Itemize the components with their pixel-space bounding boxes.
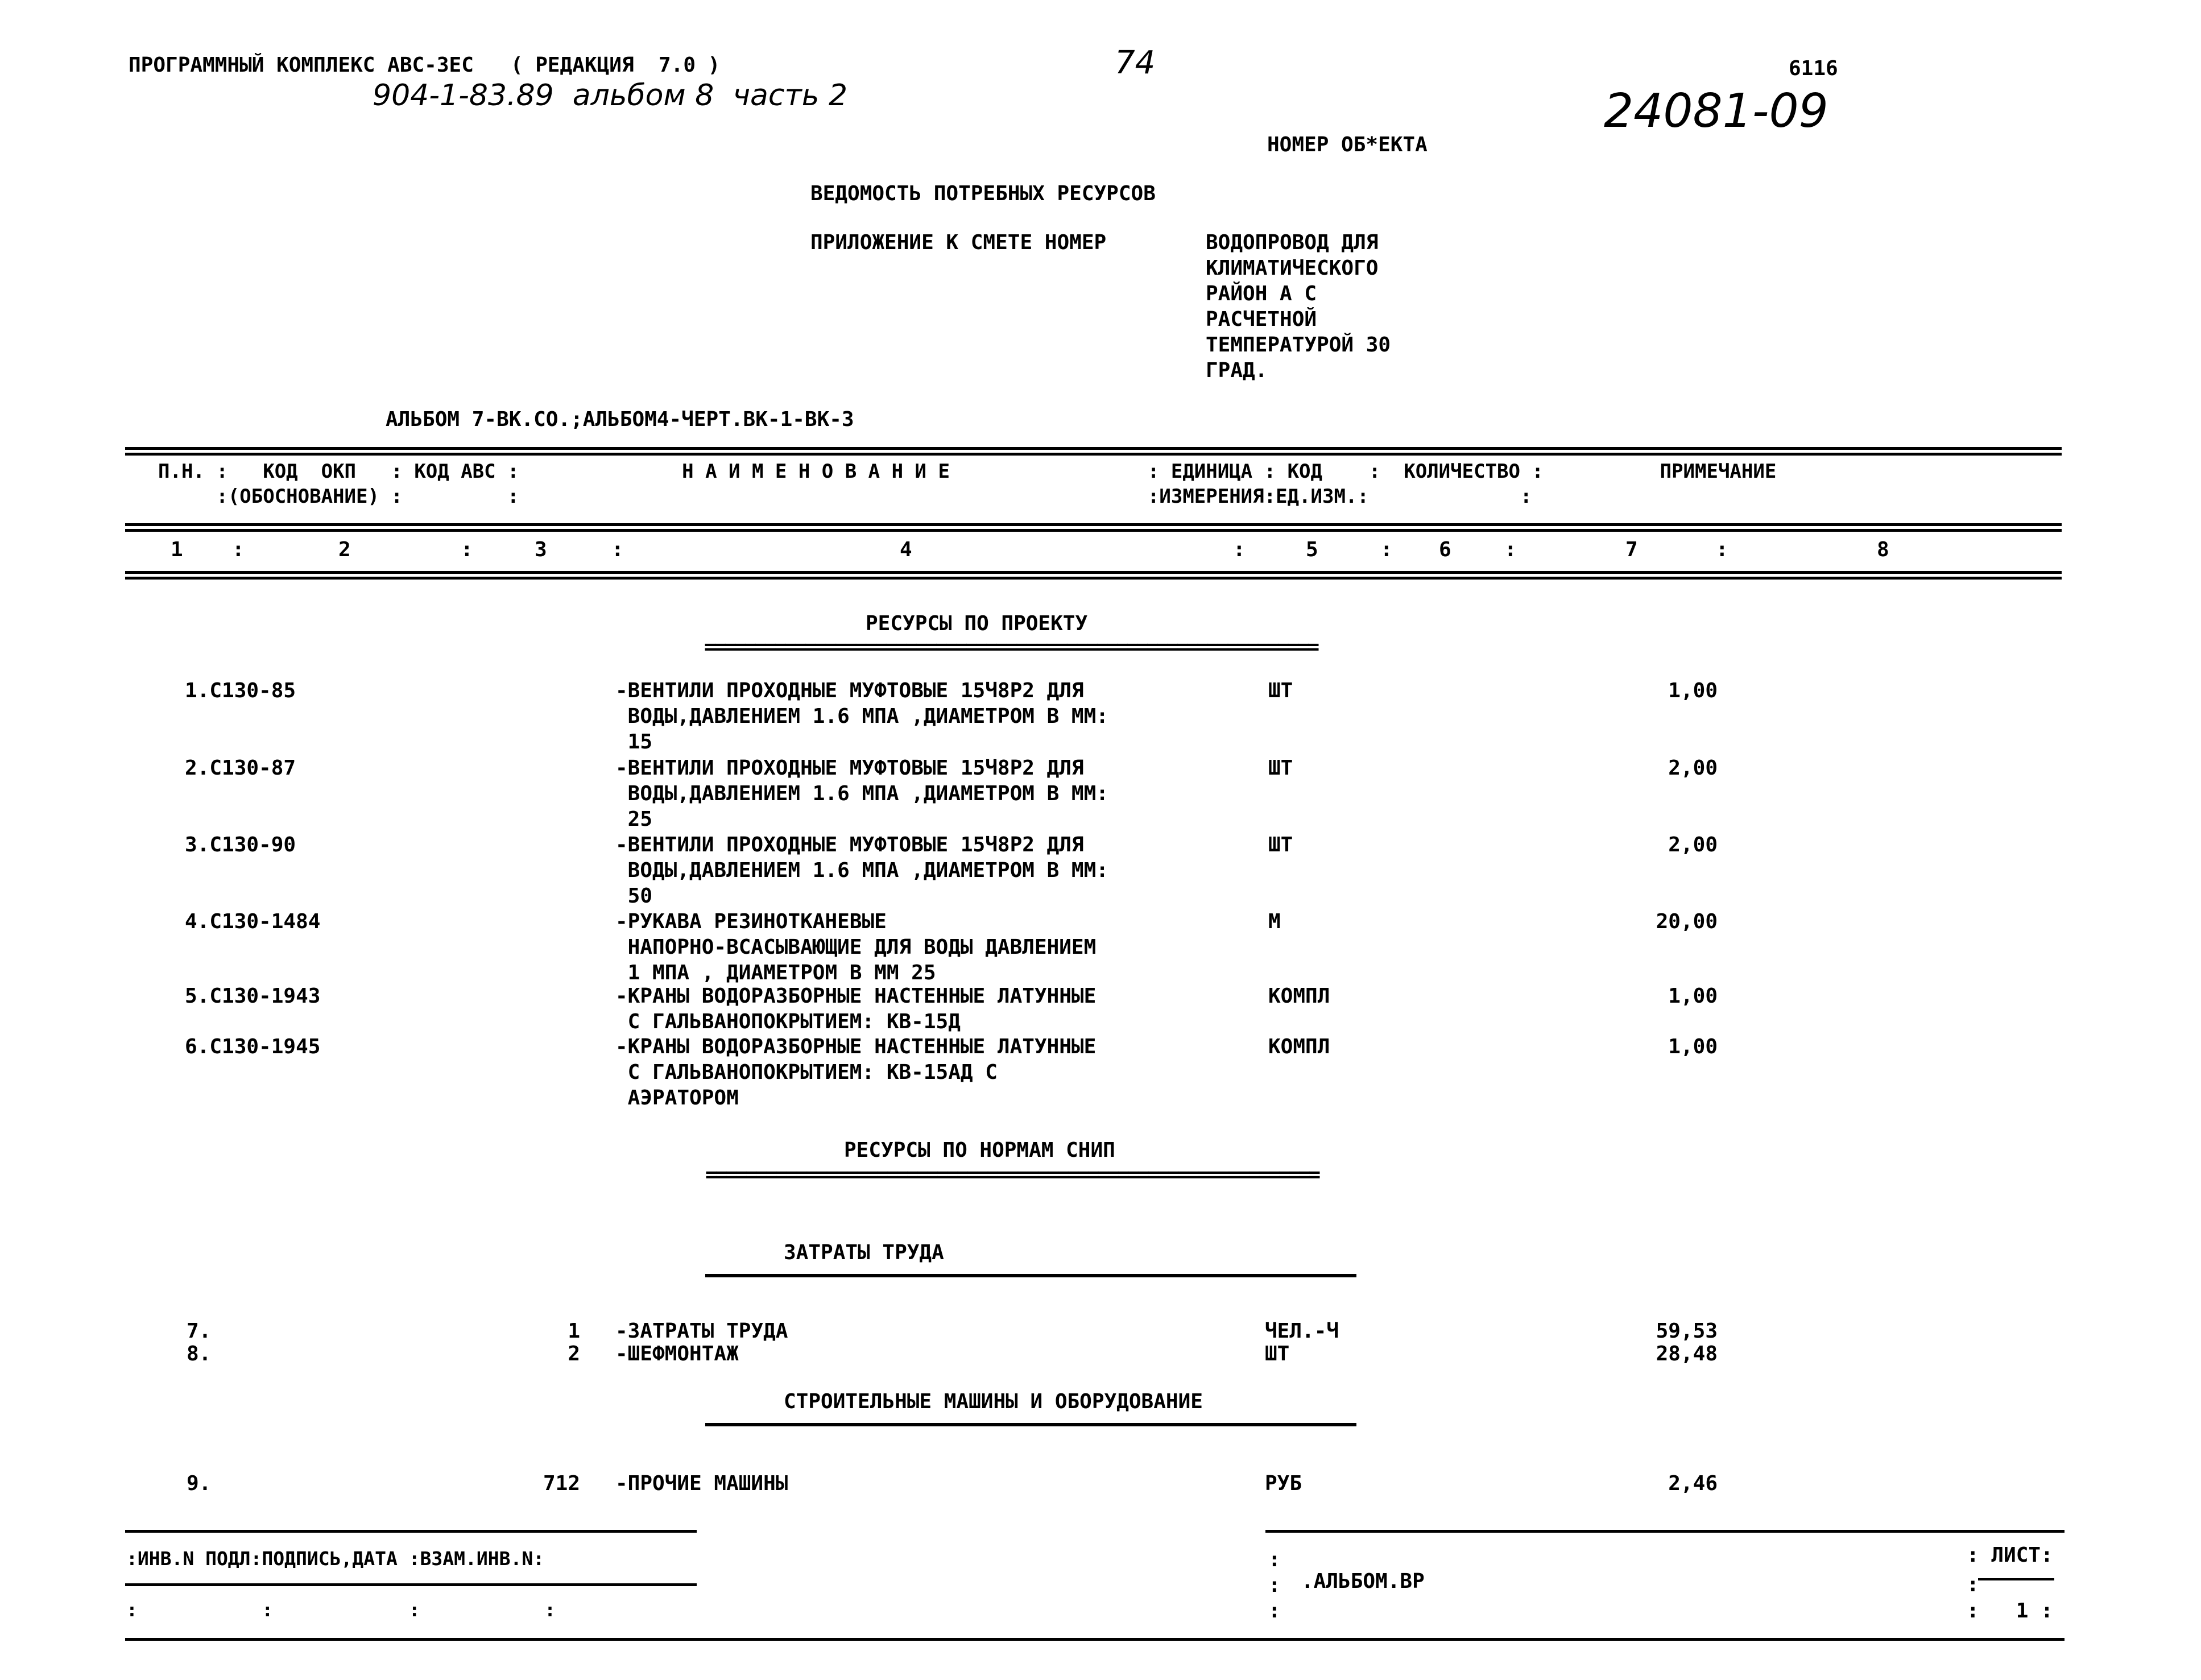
- labor-number: 8.: [187, 1342, 212, 1365]
- col-separator: :: [1380, 538, 1393, 561]
- resource-name-line: 1 МПА , ДИАМЕТРОМ В ММ 25: [615, 961, 936, 984]
- album-label: .АЛЬБОМ.ВР: [1301, 1570, 1425, 1593]
- page-bottom-rule: [125, 1638, 2065, 1641]
- col-number: 6: [1439, 538, 1451, 561]
- resource-name-line: -ВЕНТИЛИ ПРОХОДНЫЕ МУФТОВЫЕ 15Ч8Р2 ДЛЯ: [615, 679, 1084, 702]
- col-separator: :: [232, 538, 245, 561]
- resource-name-line: 25: [615, 808, 653, 831]
- labor-code: 2: [568, 1342, 580, 1365]
- resource-quantity: 20,00: [1656, 910, 1718, 933]
- resource-code: 5.С130-1943: [185, 984, 321, 1008]
- resource-name-line: АЭРАТОРОМ: [615, 1086, 739, 1110]
- machine-number: 9.: [187, 1472, 212, 1495]
- resource-quantity: 1,00: [1668, 679, 1718, 702]
- col-separator: :: [1504, 538, 1517, 561]
- program-title: ПРОГРАММНЫЙ КОМПЛЕКС АВС-3ЕС ( РЕДАКЦИЯ 7.0 ): [129, 53, 721, 77]
- sheet-label: : ЛИСТ:: [1967, 1544, 2053, 1567]
- object-number-label: НОМЕР ОБ*ЕКТА: [1267, 133, 1428, 156]
- table-header-row1: П.Н. : КОД ОКП : КОД АВС : Н А И М Е Н О В А Н И Е : ЕДИНИЦА : КОД : КОЛИЧЕСТВО : ПРИМЕЧАНИЕ: [158, 460, 1777, 483]
- sheet-separator: :: [1268, 1574, 1281, 1597]
- col-number: 2: [338, 538, 351, 561]
- section-title-labor: ЗАТРАТЫ ТРУДА: [784, 1241, 944, 1264]
- table-header-row2: :(ОБОСНОВАНИЕ) : : :ИЗМЕРЕНИЯ:ЕД.ИЗМ.: :: [158, 485, 1532, 508]
- labor-number: 7.: [187, 1319, 212, 1343]
- resource-unit: ШТ: [1268, 833, 1293, 856]
- resource-name-line: С ГАЛЬВАНОПОКРЫТИЕМ: КВ-15Д: [615, 1010, 961, 1033]
- machine-code: 712: [543, 1472, 580, 1495]
- document-title: ВЕДОМОСТЬ ПОТРЕБНЫХ РЕСУРСОВ: [810, 182, 1156, 205]
- resource-unit: КОМПЛ: [1268, 1035, 1330, 1058]
- resource-code: 6.С130-1945: [185, 1035, 321, 1058]
- section-underline: =============================================================: [704, 635, 1318, 659]
- col-number: 1: [171, 538, 183, 561]
- section-title-project: РЕСУРСЫ ПО ПРОЕКТУ: [866, 612, 1088, 635]
- labor-underline: [705, 1274, 1356, 1277]
- machine-name: -ПРОЧИЕ МАШИНЫ: [615, 1472, 788, 1495]
- col-number: 8: [1877, 538, 1889, 561]
- resource-name-line: ВОДЫ,ДАВЛЕНИЕМ 1.6 МПА ,ДИАМЕТРОМ В ММ:: [615, 705, 1108, 728]
- resource-code: 4.С130-1484: [185, 910, 321, 933]
- section-title-norms: РЕСУРСЫ ПО НОРМАМ СНИП: [844, 1139, 1115, 1162]
- appendix-line: КЛИМАТИЧЕСКОГО: [1206, 256, 1379, 280]
- resource-name-line: ВОДЫ,ДАВЛЕНИЕМ 1.6 МПА ,ДИАМЕТРОМ В ММ:: [615, 859, 1108, 882]
- col-number: 7: [1625, 538, 1638, 561]
- sheet-separator: :: [1268, 1548, 1281, 1571]
- resource-unit: М: [1268, 910, 1281, 933]
- resource-code: 1.С130-85: [185, 679, 296, 702]
- machines-underline: [705, 1423, 1356, 1426]
- resource-name-line: 15: [615, 730, 653, 754]
- resource-name-line: НАПОРНО-ВСАСЫВАЮЩИЕ ДЛЯ ВОДЫ ДАВЛЕНИЕМ: [615, 936, 1097, 959]
- appendix-line: ГРАД.: [1206, 359, 1268, 382]
- resource-name-line: -ВЕНТИЛИ ПРОХОДНЫЕ МУФТОВЫЕ 15Ч8Р2 ДЛЯ: [615, 833, 1084, 856]
- labor-quantity: 59,53: [1656, 1319, 1718, 1343]
- resource-unit: ШТ: [1268, 756, 1293, 780]
- resource-name-line: -ВЕНТИЛИ ПРОХОДНЫЕ МУФТОВЫЕ 15Ч8Р2 ДЛЯ: [615, 756, 1084, 780]
- appendix-line: ТЕМПЕРАТУРОЙ 30: [1206, 333, 1391, 357]
- stamp-middle-rule: [125, 1583, 697, 1586]
- table-header-rule: [125, 523, 2062, 532]
- machine-unit: РУБ: [1265, 1472, 1302, 1495]
- section-title-machines: СТРОИТЕЛЬНЫЕ МАШИНЫ И ОБОРУДОВАНИЕ: [784, 1390, 1203, 1413]
- labor-unit: ЧЕЛ.-Ч: [1265, 1319, 1339, 1343]
- labor-code: 1: [568, 1319, 580, 1343]
- resource-name-line: С ГАЛЬВАНОПОКРЫТИЕМ: КВ-15АД С: [615, 1061, 998, 1084]
- resource-name-line: 50: [615, 884, 653, 908]
- machine-quantity: 2,46: [1668, 1472, 1718, 1495]
- col-number: 4: [900, 538, 912, 561]
- resource-code: 3.С130-90: [185, 833, 296, 856]
- album-reference: АЛЬБОМ 7-ВК.СО.;АЛЬБОМ4-ЧЕРТ.ВК-1-ВК-3: [386, 408, 854, 431]
- sheet-top-rule: [1265, 1530, 2065, 1533]
- table-numbers-rule: [125, 571, 2062, 580]
- resource-quantity: 1,00: [1668, 1035, 1718, 1058]
- resource-name-line: -КРАНЫ ВОДОРАЗБОРНЫЕ НАСТЕННЫЕ ЛАТУННЫЕ: [615, 984, 1097, 1008]
- resource-quantity: 2,00: [1668, 756, 1718, 780]
- handwritten-album-note: 904-1-83.89 альбом 8 часть 2: [373, 78, 848, 113]
- sheet-separator: :: [1268, 1599, 1281, 1623]
- stamp-top-rule: [125, 1530, 697, 1533]
- appendix-label: ПРИЛОЖЕНИЕ К СМЕТЕ НОМЕР: [810, 231, 1107, 254]
- sheet-separator: :: [1967, 1573, 2201, 1596]
- col-separator: :: [461, 538, 473, 561]
- stamp-header: :ИНВ.N ПОДЛ:ПОДПИСЬ,ДАТА :ВЗАМ.ИНВ.N:: [126, 1547, 545, 1570]
- resource-name-line: ВОДЫ,ДАВЛЕНИЕМ 1.6 МПА ,ДИАМЕТРОМ В ММ:: [615, 782, 1108, 805]
- resource-unit: КОМПЛ: [1268, 984, 1330, 1008]
- resource-quantity: 2,00: [1668, 833, 1718, 856]
- labor-name: -ШЕФМОНТАЖ: [615, 1342, 739, 1365]
- labor-name: -ЗАТРАТЫ ТРУДА: [615, 1319, 788, 1343]
- resource-name-line: -РУКАВА РЕЗИНОТКАНЕВЫЕ: [615, 910, 887, 933]
- table-top-rule: [125, 447, 2062, 456]
- handwritten-object-number: 24081-09: [1604, 84, 1828, 138]
- handwritten-page-number: 74: [1115, 44, 1156, 81]
- code-6116: 6116: [1789, 57, 1838, 80]
- section-underline: =============================================================: [705, 1163, 1319, 1186]
- col-separator: :: [1233, 538, 1246, 561]
- stamp-columns: : : : :: [126, 1599, 556, 1621]
- col-separator: :: [1716, 538, 1728, 561]
- col-number: 5: [1306, 538, 1318, 561]
- resource-code: 2.С130-87: [185, 756, 296, 780]
- appendix-line: РАЙОН А С: [1206, 282, 1317, 305]
- appendix-line: ВОДОПРОВОД ДЛЯ: [1206, 231, 1379, 254]
- appendix-line: РАСЧЕТНОЙ: [1206, 308, 1317, 331]
- labor-quantity: 28,48: [1656, 1342, 1718, 1365]
- resource-name-line: -КРАНЫ ВОДОРАЗБОРНЫЕ НАСТЕННЫЕ ЛАТУННЫЕ: [615, 1035, 1097, 1058]
- resource-quantity: 1,00: [1668, 984, 1718, 1008]
- resource-unit: ШТ: [1268, 679, 1293, 702]
- labor-unit: ШТ: [1265, 1342, 1290, 1365]
- sheet-number: : 1 :: [1967, 1599, 2053, 1623]
- col-number: 3: [535, 538, 547, 561]
- col-separator: :: [611, 538, 624, 561]
